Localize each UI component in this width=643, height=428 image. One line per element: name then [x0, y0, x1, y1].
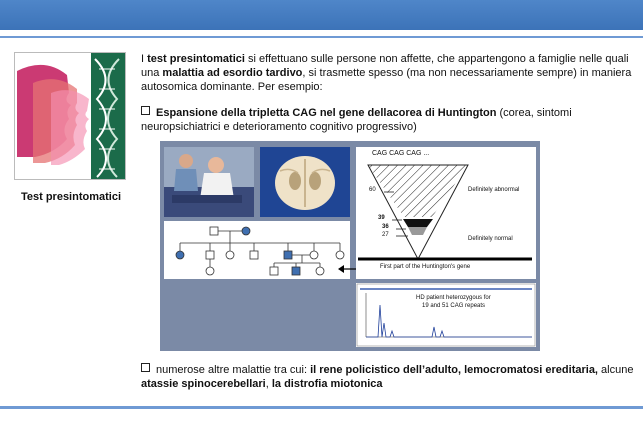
patient-photo: [164, 147, 254, 217]
arrow-icon: [338, 264, 358, 274]
intro-bold-2: malattia ad esordio tardivo: [162, 67, 303, 79]
repeat-27-label: 27: [382, 232, 389, 238]
intro-text-3: , si trasmette spesso (ma non necessariamente sempre) in maniera autosomica dominante. Per esempio:: [141, 67, 632, 93]
intro-bold-1: test presintomatici: [147, 53, 245, 65]
intro-text-1: I: [141, 53, 148, 65]
checkbox-bullet-icon: [141, 363, 150, 372]
bullet2-text-1: numerose altre malattie tra cui:: [156, 364, 311, 376]
repeat-60-label: 60: [369, 187, 376, 193]
repeat-39-label: 39: [378, 215, 385, 221]
huntington-gene-label: First part of the Huntington's gene: [380, 264, 471, 270]
intro-text-2: si effettuano sulle persone non affette, che appartengono a famiglie nelle quali una: [141, 53, 629, 79]
huntington-figure: [160, 141, 540, 351]
bullet1-bold: Espansione della tripletta CAG nel gene dellacorea di Huntington: [156, 107, 497, 119]
bullet-huntington: [141, 106, 636, 134]
bullet2-text-2: alcune: [598, 364, 634, 376]
logo-artwork: [15, 53, 125, 179]
cag-header-label: CAG CAG CAG ...: [372, 150, 430, 157]
checkbox-bullet-icon: [141, 106, 150, 115]
definitely-abnormal-label: Definitely abnormal: [468, 187, 520, 193]
cag-repeat-diagram: [356, 147, 536, 279]
bullet2-bold-2: atassie spinocerebellari: [141, 378, 266, 390]
top-divider: [0, 36, 643, 38]
bullet2-bold-1: il rene policistico dell’adulto, lemocromatosi ereditaria,: [310, 364, 598, 376]
cag-repeats-label: 19 and 51 CAG repeats: [422, 303, 486, 309]
dna-faces-logo: [14, 52, 126, 180]
bullet2-text-3: ,: [265, 378, 272, 390]
definitely-normal-label: Definitely normal: [468, 236, 513, 242]
title-bar: [0, 0, 643, 30]
bullet2-bold-3: la distrofia miotonica: [271, 378, 383, 390]
pedigree-chart: [164, 221, 350, 279]
hd-patient-label: HD patient heterozygous for: [416, 295, 491, 301]
brain-section-photo: [260, 147, 350, 217]
bullet1-rest: (corea, sintomi neuropsichiatrici e deterioramento cognitivo progressivo): [141, 107, 572, 133]
bullet-other-diseases: [141, 363, 636, 391]
intro-paragraph: [141, 52, 636, 94]
electropherogram: [356, 283, 536, 347]
bottom-divider: [0, 406, 643, 409]
logo-caption: Test presintomatici: [20, 191, 122, 203]
repeat-36-label: 36: [382, 224, 389, 230]
